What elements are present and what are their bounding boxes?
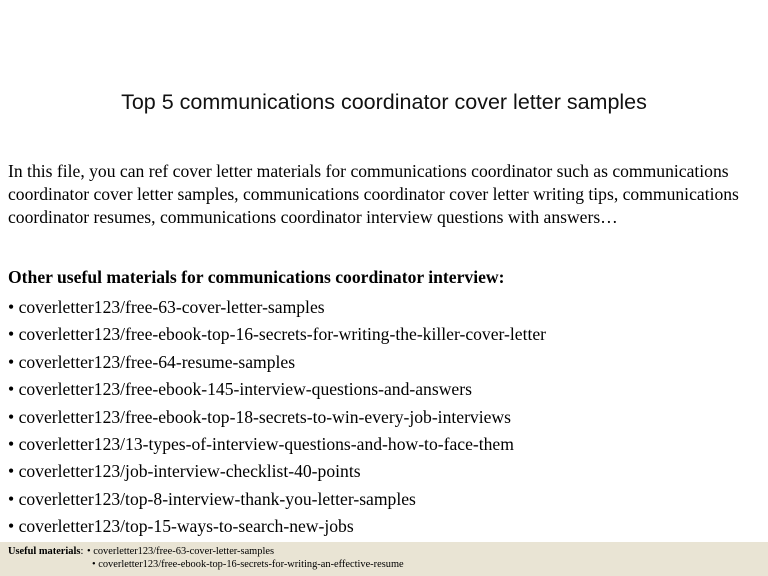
list-item[interactable] xyxy=(8,404,546,431)
list-item[interactable] xyxy=(8,486,546,513)
bullet-icon: • xyxy=(92,559,99,570)
bullet-icon: • xyxy=(8,461,19,482)
material-link[interactable]: coverletter123/13-types-of-interview-questions-and-how-to-face-them xyxy=(18,434,514,455)
list-item[interactable] xyxy=(8,431,546,458)
material-link[interactable]: coverletter123/free-ebook-145-interview-questions-and-answers xyxy=(18,379,472,400)
list-item[interactable] xyxy=(8,349,546,376)
materials-heading: Other useful materials for communications coordinator interview: xyxy=(8,267,505,287)
bullet-icon: • xyxy=(8,488,19,509)
list-item[interactable] xyxy=(8,458,546,485)
materials-list xyxy=(8,294,546,541)
material-link[interactable]: coverletter123/free-ebook-top-18-secrets-to-win-every-job-interviews xyxy=(18,406,511,427)
material-link[interactable]: coverletter123/job-interview-checklist-40-points xyxy=(18,461,361,482)
bullet-icon: • xyxy=(8,406,19,427)
footer-bar xyxy=(0,542,768,576)
footer-item[interactable] xyxy=(87,558,404,571)
bullet-icon: • xyxy=(8,434,19,455)
page-title: Top 5 communications coordinator cover letter samples xyxy=(121,90,647,114)
list-item[interactable] xyxy=(8,376,546,403)
bullet-icon: • xyxy=(8,297,19,317)
list-item[interactable] xyxy=(8,321,546,348)
material-link[interactable]: coverletter123/free-63-cover-letter-samples xyxy=(18,297,325,317)
bullet-icon: • xyxy=(8,379,19,400)
list-item[interactable] xyxy=(8,513,546,540)
footer-list xyxy=(87,545,404,571)
bullet-icon: • xyxy=(8,516,19,537)
material-link[interactable]: coverletter123/free-ebook-top-16-secrets-for-writing-the-killer-cover-letter xyxy=(18,324,547,345)
material-link[interactable]: coverletter123/top-8-interview-thank-you-letter-samples xyxy=(18,488,416,509)
bullet-icon: • xyxy=(8,324,19,345)
material-link[interactable]: coverletter123/top-15-ways-to-search-new-jobs xyxy=(18,516,354,537)
bullet-icon: • xyxy=(8,351,19,372)
intro-paragraph: In this file, you can ref cover letter materials for communications coordinator such as communications coordinator cover letter samples, communications coordinator cover letter writing tips, communications coordinator resumes, communications coordinator interview questions with answers… xyxy=(8,161,739,227)
bullet-icon: • xyxy=(87,546,94,557)
footer-item[interactable] xyxy=(87,545,404,558)
list-item[interactable] xyxy=(8,294,546,321)
footer-link[interactable]: coverletter123/free-63-cover-letter-samples xyxy=(93,546,274,557)
material-link[interactable]: coverletter123/free-64-resume-samples xyxy=(18,351,296,372)
footer-link[interactable]: coverletter123/free-ebook-top-16-secrets-for-writing-an-effective-resume xyxy=(98,559,404,570)
footer-label: Useful materials: xyxy=(8,546,84,557)
